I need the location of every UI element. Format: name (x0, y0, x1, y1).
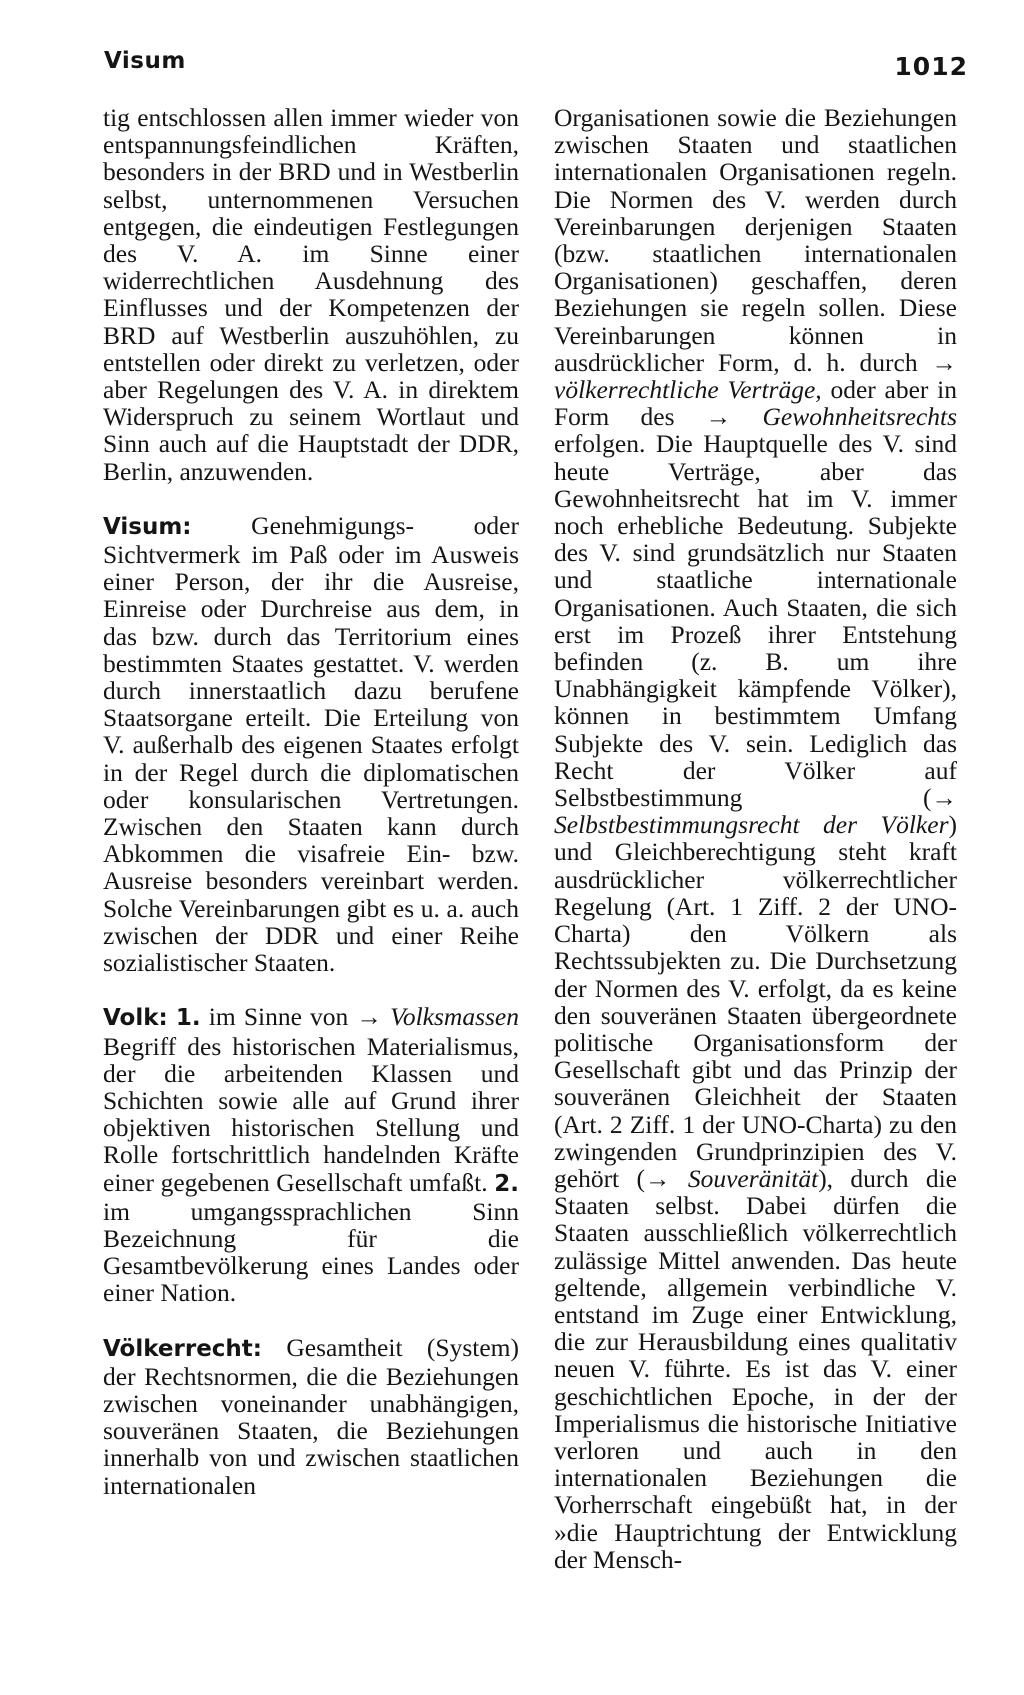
headword-visum: Visum: (103, 513, 192, 540)
xref-gewohnheitsrecht[interactable]: Gewohnheitsrechts (762, 402, 958, 432)
entry-volk-text-1a: im Sinne von (208, 1002, 349, 1032)
xref-volksmassen[interactable]: Volksmassen (390, 1002, 519, 1032)
entry-voelkerrecht (103, 1334, 519, 1499)
right-text-1: Organisationen sowie die Beziehungen zwischen Staaten und staatlichen internationalen Organisationen regeln. Die Normen des V. werden durch Vereinbarungen derjenigen Staaten (bzw. staatlichen internationalen Organisationen) geschaffen, deren Beziehungen sie regeln sollen. Diese Vereinbarungen können in ausdrücklicher Form, d. h. durch (554, 103, 957, 377)
right-text-5: ), durch die Staaten selbst. Dabei dürfen die Staaten ausschließlich völkerrechtlich zulässige Mittel anwenden. Das heute geltende, allgemein verbindliche V. entstand im Zuge einer Entwicklung, die zur Herausbildung eines qualitativ neuen V. führte. Es ist das V. einer geschichtlichen Epoche, in der der Imperialismus die historische Initiative verloren und auch in den internationalen Beziehungen die Vorherrschaft eingebüßt hat, in der »die Hauptrichtung der Entwicklung der Mensch- (554, 1163, 957, 1574)
entry-volk-text-2: im umgangssprachlichen Sinn Bezeichnung für die Gesamtbevölkerung eines Landes oder einer Nation. (103, 1196, 519, 1308)
page-number: 1012 (894, 52, 968, 81)
sense-number-2: 2. (494, 1170, 519, 1197)
continuation-paragraph (103, 104, 519, 485)
arrow-icon: → (356, 1002, 382, 1032)
left-column (103, 104, 519, 1526)
running-head: Visum (104, 48, 186, 74)
entry-visum-text: Genehmigungs- oder Sichtvermerk im Paß oder im Ausweis einer Person, der ihr die Ausreise, Einreise oder Durchreise aus dem, in das bzw. durch das Territorium eines bestimmten Staates gestattet. V. werden durch innerstaatlich dazu berufene Staatsorgane erteilt. Die Erteilung von V. außerhalb des eigenen Staates erfolgt in der Regel durch die diplomatischen oder konsularischen Vertretungen. Zwischen den Staaten kann durch Abkommen die visafreie Ein- bzw. Ausreise besonders vereinbart werden. Solche Vereinbarungen gibt es u. a. auch zwischen der DDR und einer Reihe sozialistischer Staaten. (103, 510, 519, 978)
xref-souveraenitaet[interactable]: Souveränität (687, 1163, 819, 1193)
entry-volk (103, 1003, 519, 1306)
right-text-4: ) und Gleichberechtigung steht kraft ausdrücklicher völkerrechtlicher Regelung (Art. 1 Ziff. 2 der UNO-Charta) den Völkern als Rechtssubjekten zu. Die Durchsetzung der Normen des V. erfolgt, da es keine den souveränen Staaten übergeordnete politische Organisationsform der Gesellschaft gibt und das Prinzip der souveränen Gleichheit der Staaten (Art. 2 Ziff. 1 der UNO-Charta) zu den zwingenden Grundprinzipien des V. gehört ( (554, 810, 957, 1193)
voelkerrecht-continuation (554, 104, 957, 1573)
right-text-2: oder aber in Form des (554, 375, 957, 432)
right-text-3: erfolgen. Die Hauptquelle des V. sind heute Verträge, aber das Gewohnheitsrecht hat im V. immer noch erhebliche Bedeutung. Subjekte des V. sind grundsätzlich nur Staaten und staatliche internationale Organisationen. Auch Staaten, die sich erst im Prozeß ihrer Entstehung befinden (z. B. um ihre Unabhängigkeit kämpfende Völker), können in bestimmtem Umfang Subjekte des V. sein. Lediglich das Recht der Völker auf Selbstbestimmung ( (554, 429, 957, 813)
headword-volk: Volk: (103, 1005, 168, 1032)
xref-selbstbestimmungsrecht[interactable]: Selbstbestimmungsrecht der Völker (554, 810, 949, 840)
continuation-text: tig entschlossen allen immer wieder von entspannungsfeindlichen Kräften, besonders in der BRD und in Westberlin selbst, unternommenen Versuchen entgegen, die eindeutigen Festlegungen des V. A. im Sinne einer widerrechtlichen Ausdehnung des Einflusses und der Kompetenzen der BRD auf Westberlin auszuhöhlen, zu entstellen oder direkt zu verletzen, oder aber Regelungen des V. A. in direktem Widerspruch zu seinem Wortlaut und Sinn auch auf die Hauptstadt der DDR, Berlin, anzuwenden. (103, 103, 519, 486)
arrow-icon: → (931, 347, 957, 377)
headword-voelkerrecht: Völkerrecht: (103, 1335, 262, 1362)
entry-visum (103, 512, 519, 976)
sense-number-1: 1. (175, 1005, 201, 1032)
xref-voelkerrechtliche-vertraege[interactable]: völkerrechtliche Verträge, (554, 375, 822, 405)
arrow-icon: → (705, 402, 732, 432)
right-column (554, 104, 957, 1600)
entry-voelkerrecht-text: Gesamtheit (System) der Rechtsnormen, die die Beziehungen zwischen voneinander unabhängigen, souveränen Staaten, die Beziehungen innerhalb von und zwischen staatlichen internationalen (103, 1332, 519, 1500)
arrow-icon: → (931, 783, 957, 813)
entry-volk-text-1b: Begriff des historischen Materialismus, der die arbeitenden Klassen und Schichten sowie alle auf Grund ihrer objektiven historischen Stellung und Rolle fortschrittlich handelnden Kräfte einer gegebenen Gesellschaft umfaßt. (103, 1031, 519, 1197)
arrow-icon: → (645, 1163, 671, 1193)
